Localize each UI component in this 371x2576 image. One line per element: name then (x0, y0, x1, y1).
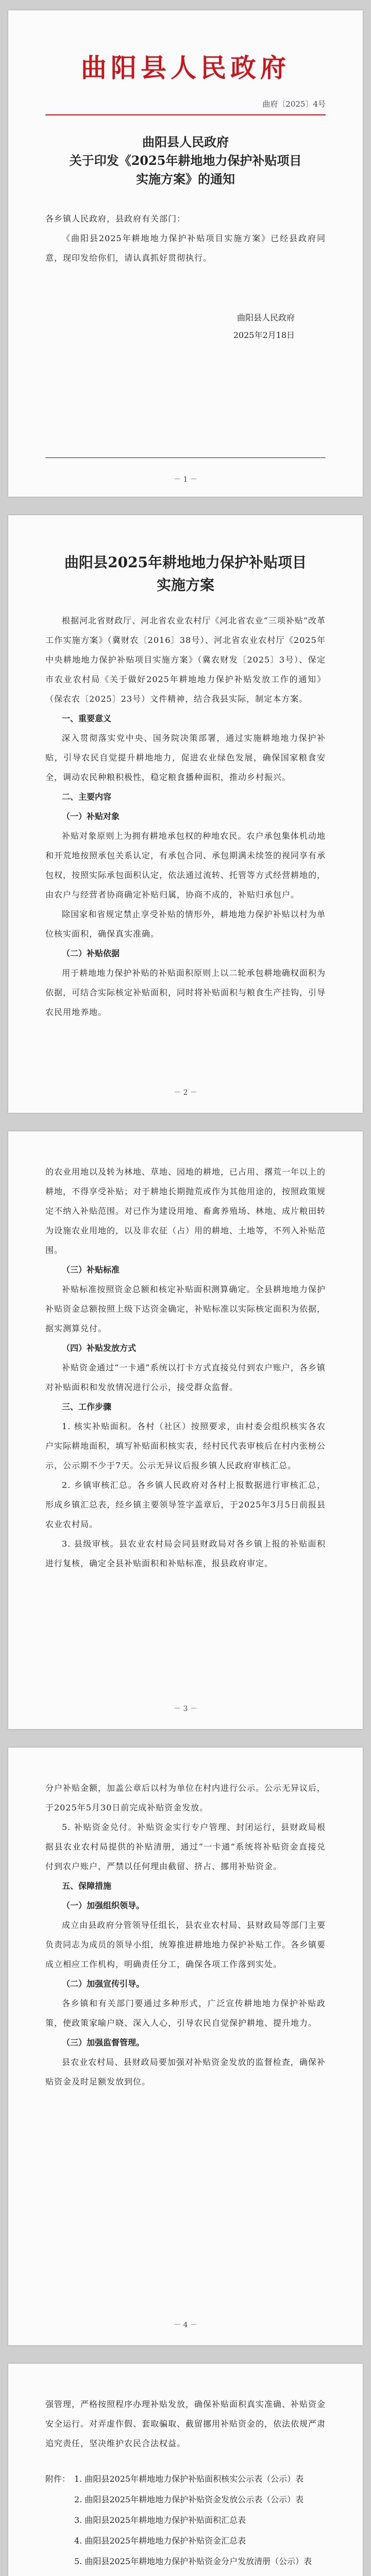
attachments-label: 附件： (45, 2474, 71, 2484)
addressee: 各乡镇人民政府，县政府有关部门： (45, 214, 186, 224)
paragraph: 用于耕地地力保护补贴的补贴面积原则上以二轮承包耕地确权面积为依据，可结合实际核定补贴面积，同时将补贴面积与粮食生产挂钩，引导农民用地养地。 (45, 968, 326, 1017)
plan-title-1: 曲阳县2025年耕地地力保护补贴项目 (64, 554, 307, 571)
subsection-heading: （二）加强宣传引导。 (62, 1979, 145, 1989)
paragraph: 除国家和省规定禁止享受补贴的情形外，耕地地力保护补贴以村为单位核实面积，确保真实准确。 (45, 909, 326, 939)
sign-date: 2025年2月18日 (233, 330, 295, 340)
section-heading: 五、保障措施 (62, 1881, 112, 1891)
page-number: － 2 － (174, 1089, 197, 1097)
attachment-item: 5. 曲阳县2025年耕地地力保护补贴资金分户发放清册（公示）表 (74, 2556, 312, 2566)
document-number: 曲府〔2025〕4号 (262, 99, 326, 109)
page-4 (8, 1748, 363, 2345)
page-5-content (45, 2395, 326, 2576)
sign-org: 曲阳县人民政府 (237, 313, 295, 323)
paragraph: 3. 县级审核。县农业农村局会同县财政局对各乡镇上报的补贴面积进行复核，确定全县补贴面积和补贴标准，报县政府审定。 (45, 1539, 326, 1568)
page-number: － 1 － (174, 476, 197, 484)
page-1-content (45, 46, 326, 344)
notice-title-2: 关于印发《2025年耕地地力保护补贴项目 (69, 153, 302, 168)
attachment-item (74, 2572, 326, 2576)
agency-header: 曲阳县人民政府 (81, 53, 290, 83)
page-4-content (45, 1778, 326, 2092)
paragraph: 2. 乡镇审核汇总。各乡镇人民政府对各村上报数据进行审核汇总，形成乡镇汇总表，经乡镇主要领导签字盖章后，于2025年3月5日前报县农业农村局。 (45, 1480, 326, 1529)
subsection-heading: （三）补贴标准 (62, 1265, 120, 1275)
intro-paragraph: 根据河北省财政厅、河北省农业农村厅《河北省农业“三项补贴”改革工作实施方案》（冀财农〔2016〕38号）、河北省农业农村厅《2025年中央耕地地力保护补贴项目实施方案》（冀农财发〔2025〕3号）、保定市农业农村局《关于做好2025年耕地地力保护补贴发放工作的通知》（保农农〔2025〕23号）文件精神，结合我县实际，制定本方案。 (45, 616, 326, 704)
attachments-list (74, 2469, 326, 2576)
section-heading: 一、重要意义 (62, 714, 112, 723)
paragraph: 补贴对象原则上为拥有耕地承包权的种地农民。农户承包集体机动地和开荒地按照承包关系认定，有承包合同、承包期满未续签的视同享有承包权，按照实际承包面积认定，依法通过流转、托管等方式经营耕地的，由农户与经营者协商确定补贴归属，协商不成的，补贴归承包户。 (45, 831, 326, 900)
subsection-heading: （一）加强组织领导。 (62, 1901, 145, 1910)
paragraph: 补贴资金通过“一卡通”系统以打卡方式直接兑付到农户账户，各乡镇对补贴面积和发放情况进行公示，接受群众监督。 (45, 1363, 326, 1392)
plan-title-2: 实施方案 (156, 577, 214, 594)
paragraph: 的农业用地以及转为林地、草地、园地的耕地，已占用、撂荒一年以上的耕地，不得享受补贴；对于耕地长期抛荒或作为其他用途的，按照政策规定不纳入补贴范围。对已作为建设用地、畜禽养殖场、林地、成片粮田转为设施农业用地的，以及非农征（占）用的耕地、土地等，不列入补贴范围。 (45, 1167, 326, 1255)
page-1 (8, 10, 363, 497)
attachment-item: 2. 曲阳县2025年耕地地力保护补贴资金发放公示表（公示）表 (74, 2495, 304, 2504)
paragraph: 补贴标准按照资金总额和核定补贴面积测算确定。全县耕地地力保护补贴资金总额按照上级下达资金确定，补贴标准以实际核定面积为依据，据实测算兑付。 (45, 1284, 326, 1333)
page-number: － 3 － (174, 1705, 197, 1713)
bottom-rule (45, 457, 326, 458)
paragraph: 县农业农村局、县财政局要加强对补贴资金发放的监督检查，确保补贴资金及时足额发放到位。 (45, 2057, 326, 2087)
page-2 (8, 515, 363, 1113)
page-3-content (45, 1162, 326, 1573)
attachment-item: 4. 曲阳县2025年耕地地力保护补贴资金汇总表 (74, 2536, 246, 2546)
notice-body: 《曲阳县2025年耕地地力保护补贴项目实施方案》已经县政府同意，现印发给你们，请认真抓好贯彻执行。 (45, 233, 326, 263)
notice-title-3: 实施方案》的通知 (136, 172, 235, 187)
page-2-content (45, 546, 326, 1022)
subsection-heading: （一）补贴对象 (62, 811, 120, 821)
paragraph: 成立由县政府分管领导任组长，县农业农村局、县财政局等部门主要负责同志为成员的领导小组，统筹推进耕地地力保护补贴工作。各乡镇要成立相应工作机构，明确责任分工，确保各项工作落到实处。 (45, 1920, 326, 1969)
red-divider (45, 114, 326, 115)
attachments-block (45, 2469, 326, 2576)
subsection-heading: （二）补贴依据 (62, 948, 120, 958)
notice-title-1: 曲阳县人民政府 (142, 134, 229, 149)
page-3 (8, 1131, 363, 1729)
subsection-heading: （三）加强监督管理。 (62, 2038, 145, 2047)
paragraph: 分户补贴金额，加盖公章后以村为单位在村内进行公示。公示无异议后，于2025年5月30日前完成补贴资金发放。 (45, 1783, 326, 1812)
paragraph: 深入贯彻落实党中央、国务院决策部署，通过实施耕地地力保护补贴，引导农民自觉提升耕地地力，促进农业绿色发展，确保国家粮食安全，调动农民种粮积极性，稳定粮食播种面积，推动乡村振兴。 (45, 733, 326, 782)
page-5 (8, 2364, 363, 2576)
section-heading: 二、主要内容 (62, 792, 112, 802)
subsection-heading: （四）补贴发放方式 (62, 1343, 137, 1353)
page-number: － 4 － (174, 2321, 197, 2329)
paragraph: 各乡镇和有关部门要通过多种形式，广泛宣传耕地地力保护补贴政策，使政策家喻户晓、深入人心，引导农民自觉保护耕地、提升地力。 (45, 1998, 326, 2028)
attachment-item: 3. 曲阳县2025年耕地地力保护补贴面积汇总表 (74, 2515, 246, 2525)
paragraph: 5. 补贴资金兑付。补贴资金实行专户管理、封闭运行，县财政局根据县农业农村局提供的补贴清册，通过“一卡通”系统将补贴资金直接兑付到农户账户，严禁以任何理由截留、挤占、挪用补贴资金。 (45, 1822, 326, 1871)
paragraph: 1. 核实补贴面积。各村（社区）按照要求，由村委会组织核实各农户实际耕地面积，填写补贴面积核实表，经村民代表审核后在村内张榜公示，公示期不少于7天。公示无异议后报乡镇人民政府审核汇总。 (45, 1421, 326, 1470)
attachment-item: 1. 曲阳县2025年耕地地力保护补贴面积核实公示表（公示）表 (74, 2474, 304, 2484)
paragraph: 强管理，严格按照程序办理补贴发放，确保补贴面积真实准确、补贴资金安全运行。对弄虚作假、套取骗取、截留挪用补贴资金的，依法依规严肃追究责任，坚决维护农民合法权益。 (45, 2399, 326, 2448)
section-heading: 三、工作步骤 (62, 1402, 112, 1412)
